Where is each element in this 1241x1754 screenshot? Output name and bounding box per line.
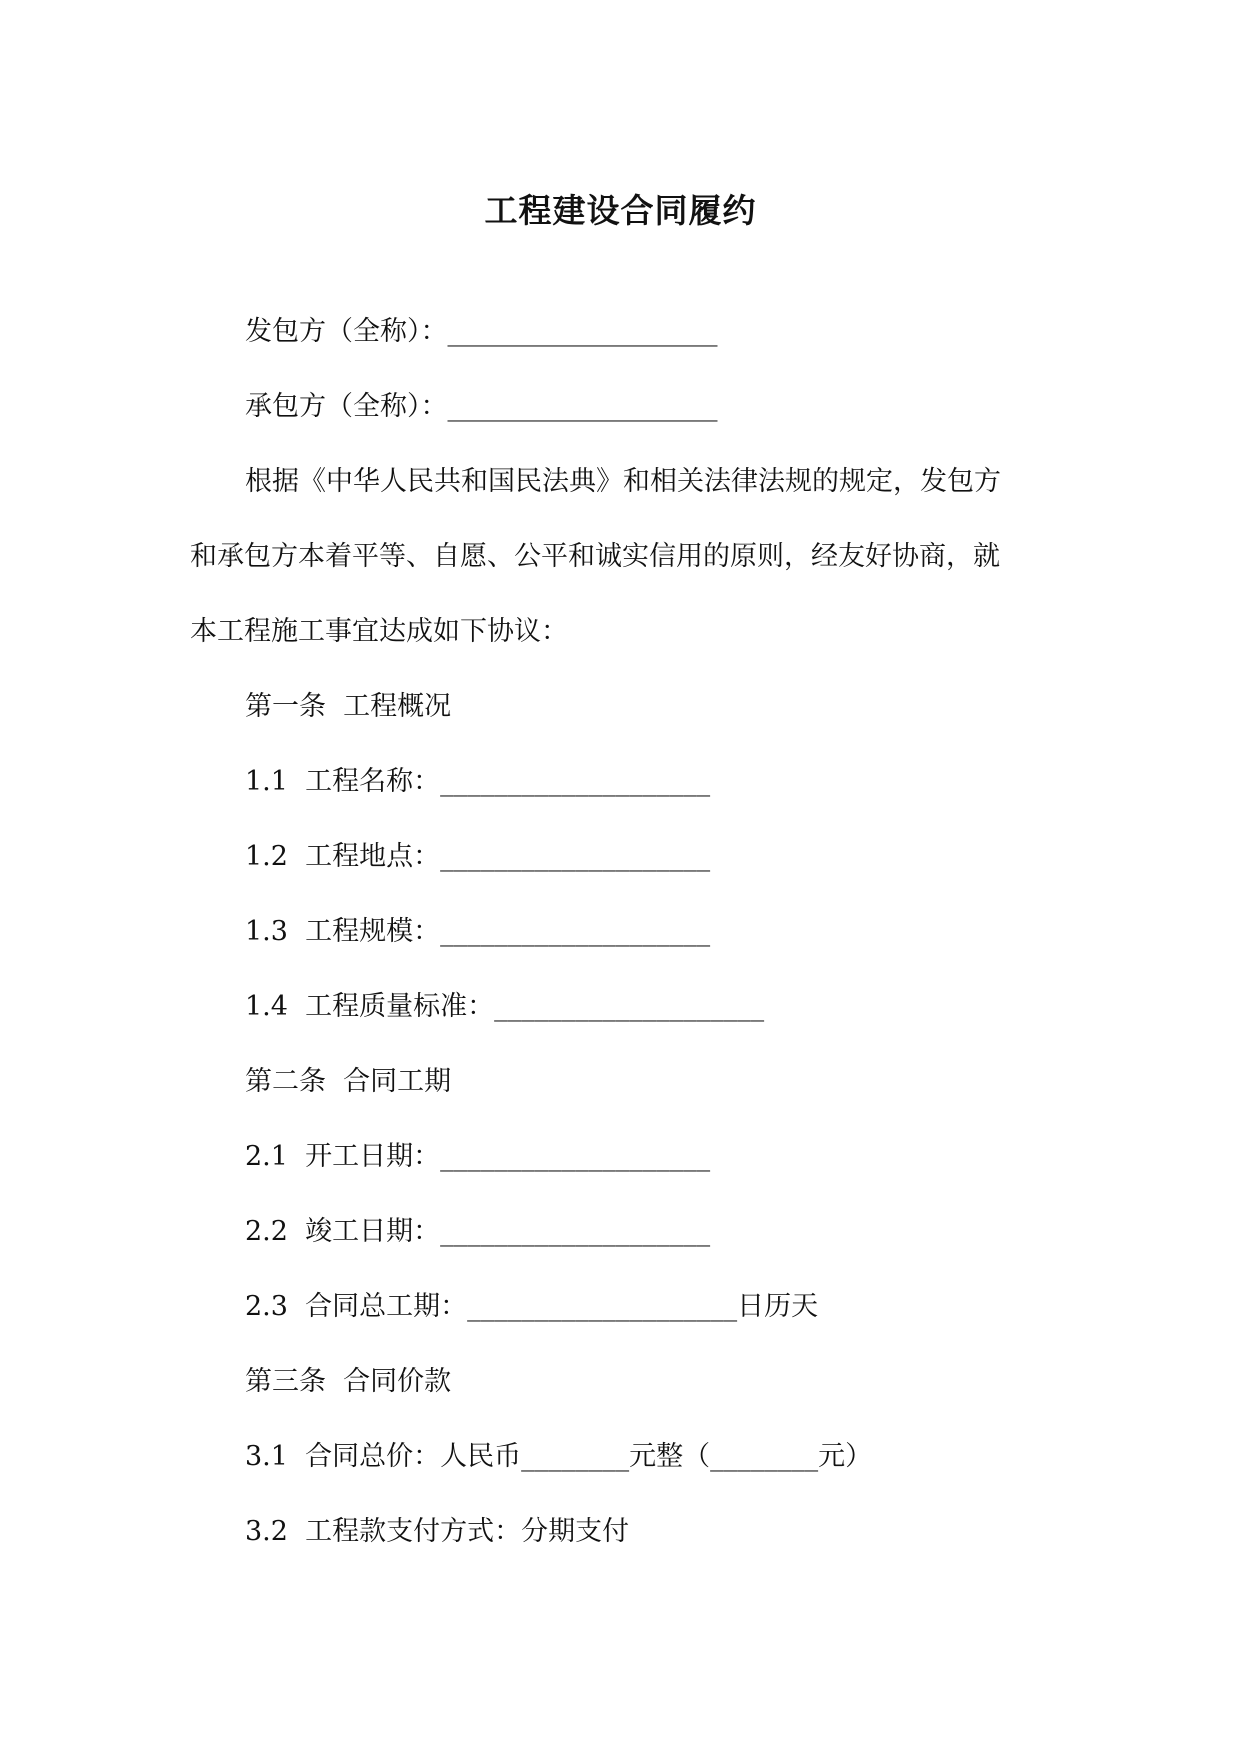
contractor-name-line: 承包方（全称）：____________________ [245,391,718,422]
preamble-line-2: 和承包方本着平等、自愿、公平和诚实信用的原则，经友好协商，就 [190,541,1000,572]
document-title: 工程建设合同履约 [484,191,757,230]
clause-1-4: 1.4 工程质量标准：____________________ [245,991,765,1022]
clause-3-2: 3.2 工程款支付方式：分期支付 [245,1516,630,1547]
clause-1-1: 1.1 工程名称：____________________ [245,766,711,797]
clause-2-2: 2.2 竣工日期：____________________ [245,1216,711,1247]
clause-1-2: 1.2 工程地点：____________________ [245,841,711,872]
preamble-line-1: 根据《中华人民共和国民法典》和相关法律法规的规定，发包方 [245,466,1001,497]
article-3-heading: 第三条 合同价款 [245,1366,452,1397]
preamble-line-3: 本工程施工事宜达成如下协议： [190,616,568,647]
clause-1-3: 1.3 工程规模：____________________ [245,916,711,947]
clause-2-3: 2.3 合同总工期：____________________日历天 [245,1291,819,1322]
clause-3-1: 3.1 合同总价：人民币________元整（________元） [245,1441,873,1472]
article-1-heading: 第一条 工程概况 [245,691,452,722]
clause-2-1: 2.1 开工日期：____________________ [245,1141,711,1172]
article-2-heading: 第二条 合同工期 [245,1066,452,1097]
employer-name-line: 发包方（全称）：____________________ [245,316,718,347]
